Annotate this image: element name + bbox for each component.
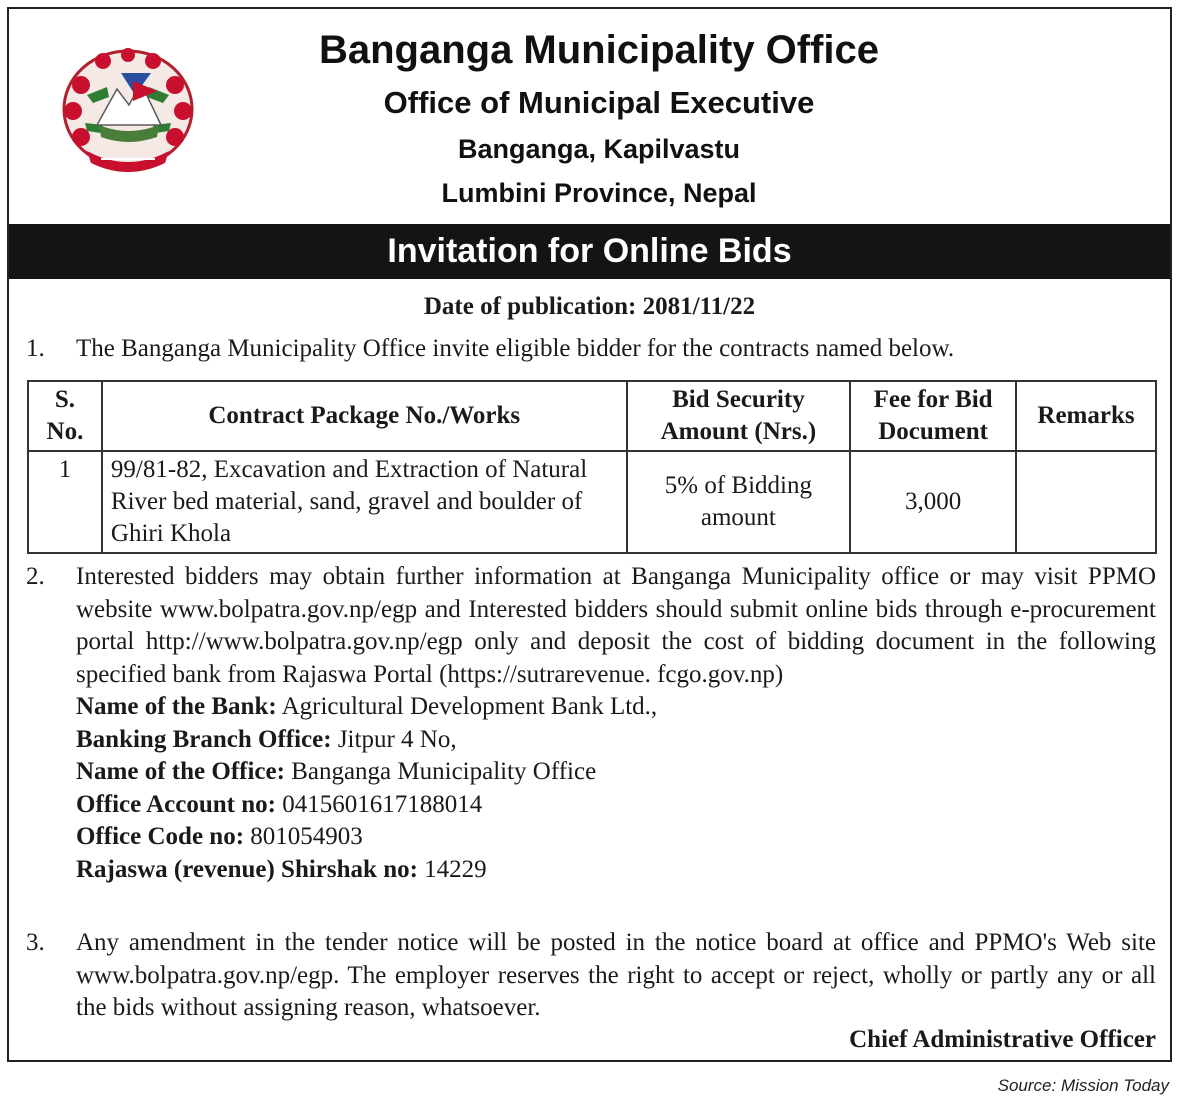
header-sno: S. No. <box>28 381 102 451</box>
notice-banner: Invitation for Online Bids <box>9 224 1170 279</box>
table-header-row <box>28 381 1156 451</box>
header-block <box>209 21 989 215</box>
table-row <box>28 451 1156 553</box>
item-2-number: 2. <box>26 563 45 590</box>
office-province: Lumbini Province, Nepal <box>441 178 757 208</box>
notice-frame <box>7 7 1172 1062</box>
branch-line <box>76 724 1156 757</box>
header-security: Bid Security Amount (Nrs.) <box>627 381 851 451</box>
nepal-emblem-icon <box>47 33 209 179</box>
item-3-text: Any amendment in the tender notice will be posted in the notice board at office and PPMO's Web site www.bolpatra.gov.np/egp. The employer reserves the right to accept or reject, wholly or partly any or all the bids without assigning reason, whatsoever. <box>76 929 1156 1021</box>
bank-name-label: Name of the Bank: <box>76 693 277 720</box>
office-name-value: Banganga Municipality Office <box>291 758 597 785</box>
cell-security: 5% of Bidding amount <box>627 451 851 553</box>
cell-package: 99/81-82, Excavation and Extraction of Natural River bed material, sand, gravel and boulder of Ghiri Khola <box>102 451 627 553</box>
revenue-label: Rajaswa (revenue) Shirshak no: <box>76 855 418 883</box>
office-name-label: Name of the Office: <box>76 758 285 785</box>
office-location: Banganga, Kapilvastu <box>457 134 741 164</box>
office-title: Banganga Municipality Office <box>318 28 880 72</box>
item-2-text: Interested bidders may obtain further information at Banganga Municipality office or may visit PPMO website www.bolpatra.gov.np/egp and Interested bidders should submit online bids through e-procurement portal http://www.bolpatra.gov.np/egp only and deposit the cost of bidding document in the following specified bank from Rajaswa Portal (https://sutrarevenue. fcgo.gov.np) <box>76 563 1156 688</box>
header-remarks: Remarks <box>1016 381 1156 451</box>
item-1-number: 1. <box>26 335 45 362</box>
account-value: 0415601617188014 <box>282 790 483 818</box>
cell-remarks <box>1016 451 1156 553</box>
signature: Chief Administrative Officer <box>849 1026 1156 1053</box>
office-code-value: 801054903 <box>250 823 363 850</box>
office-subtitle: Office of Municipal Executive <box>383 85 815 120</box>
item-1-text: The Banganga Municipality Office invite eligible bidder for the contracts named below. <box>76 335 955 362</box>
revenue-line <box>76 854 1156 887</box>
branch-label: Banking Branch Office: <box>76 725 332 753</box>
bank-name-line <box>76 691 1156 724</box>
revenue-value: 14229 <box>424 855 487 883</box>
office-name-line <box>76 756 1156 789</box>
bank-name-value: Agricultural Development Bank Ltd., <box>281 693 658 720</box>
cell-fee: 3,000 <box>850 451 1016 553</box>
bids-table <box>27 380 1157 554</box>
office-code-label: Office Code no: <box>76 823 245 850</box>
header-package: Contract Package No./Works <box>102 381 627 451</box>
publication-date: Date of publication: 2081/11/22 <box>423 293 756 320</box>
source-credit: Source: Mission Today <box>997 1076 1169 1095</box>
account-label: Office Account no: <box>76 790 276 818</box>
branch-value: Jitpur 4 No, <box>337 725 457 753</box>
item-3-number: 3. <box>26 929 45 956</box>
header-fee: Fee for Bid Document <box>850 381 1016 451</box>
item-2-body <box>76 561 1156 886</box>
cell-sno: 1 <box>28 451 102 553</box>
account-line <box>76 789 1156 822</box>
office-code-line <box>76 821 1156 854</box>
